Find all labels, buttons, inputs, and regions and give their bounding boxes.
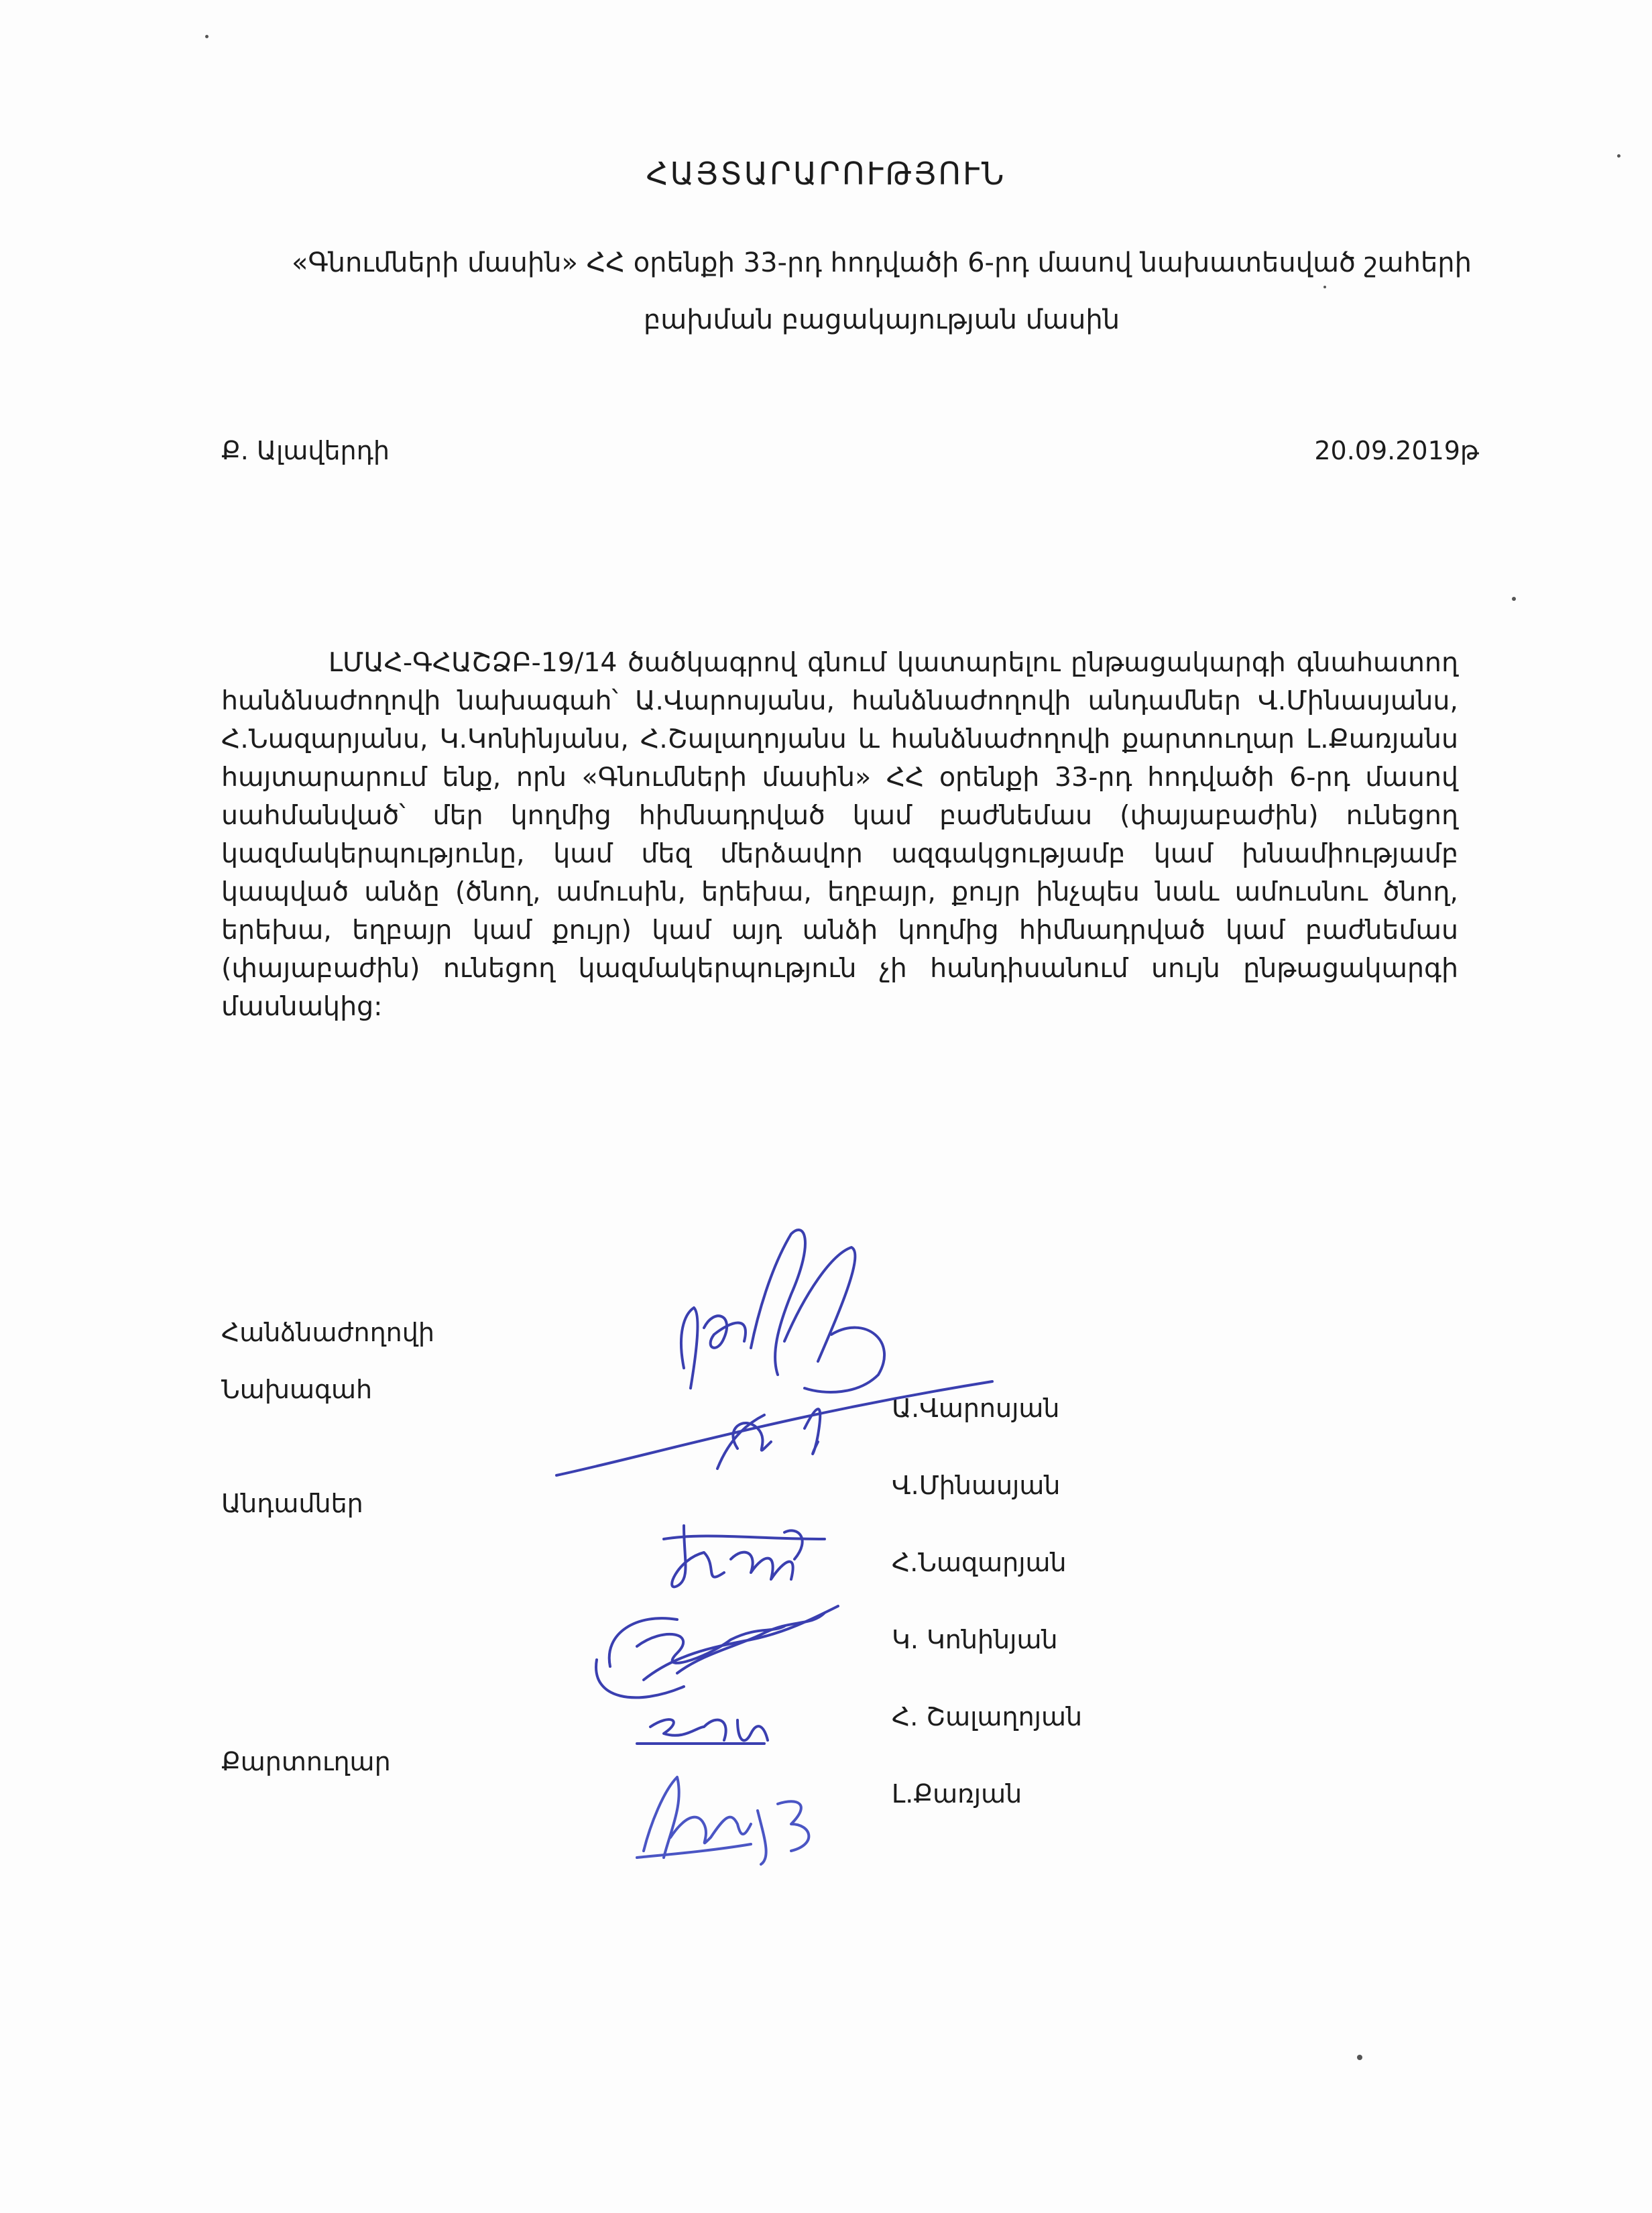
role-secretary: Քարտուղար — [221, 1747, 391, 1776]
document-place: Ք. Ալավերդի — [221, 436, 390, 465]
member-name-5: Հ. Շալաղոյան — [892, 1702, 1083, 1732]
role-committee-line1: Հանձնաժողովի — [221, 1318, 434, 1347]
document-date: 20.09.2019թ — [1314, 436, 1479, 465]
subtitle-line-1: «Գնումների մասին» ՀՀ օրենքի 33-րդ հոդվածի 6-րդ մասով նախատեսված շահերի — [291, 247, 1472, 278]
signature-secretary — [630, 1764, 831, 1871]
scan-speck — [1512, 597, 1516, 601]
scan-speck — [1617, 154, 1620, 158]
scan-speck — [1357, 2055, 1362, 2060]
document-title: ՀԱՅՏԱՐԱՐՈՒԹՅՈՒՆ — [646, 156, 1006, 192]
scan-speck — [1323, 286, 1326, 288]
document-subtitle — [228, 235, 1535, 349]
document-body: ԼՄԱՀ-ԳՀԱՇՁԲ-19/14 ծածկագրով գնում կատարելու ընթացակարգի գնահատող հանձնաժողովի նախագահ՝ Ա.Վարոսյանս, հանձնաժողովի անդամներ Վ.Մինասյանս, Հ.Նազարյանս, Կ.Կոնինյանս, Հ.Շալաղոյանս և հանձնաժողովի քարտուղար Լ.Քառյանս հայտարարում ենք, որն «Գնումների մասին» ՀՀ օրենքի 33-րդ հոդվածի 6-րդ մասով սահմանված՝ մեր կողմից հիմնադրված կամ բաժնեմաս (փայաբաժին) ունեցող կազմակերպությունը, կամ մեզ մերձավոր ազգակցությամբ կամ խնամիությամբ կապված անձը (ծնող, ամուսին, երեխա, եղբայր, քույր ինչպես նաև ամուսնու ծնող, երեխա, եղբայր կամ քույր) կամ այդ անձի կողմից հիմնադրված կամ բաժնեմաս (փայաբաժին) ունեցող կազմակերպություն չի հանդիսանում սույն ընթացակարգի մասնակից: — [221, 647, 1458, 1022]
member-name-4: Կ. Կոնինյան — [892, 1625, 1058, 1654]
subtitle-line-2: բախման բացակայության մասին — [643, 304, 1120, 335]
role-members: Անդամներ — [221, 1489, 363, 1518]
member-name-2: Վ.Մինասյան — [892, 1471, 1061, 1500]
member-name-6: Լ.Քառյան — [892, 1779, 1022, 1809]
role-committee-line2: Նախագահ — [221, 1375, 373, 1404]
scan-speck — [205, 35, 209, 38]
member-name-1: Ա.Վարոսյան — [892, 1394, 1060, 1423]
member-name-3: Հ.Նազարյան — [892, 1548, 1067, 1577]
signature-members — [583, 1512, 865, 1794]
